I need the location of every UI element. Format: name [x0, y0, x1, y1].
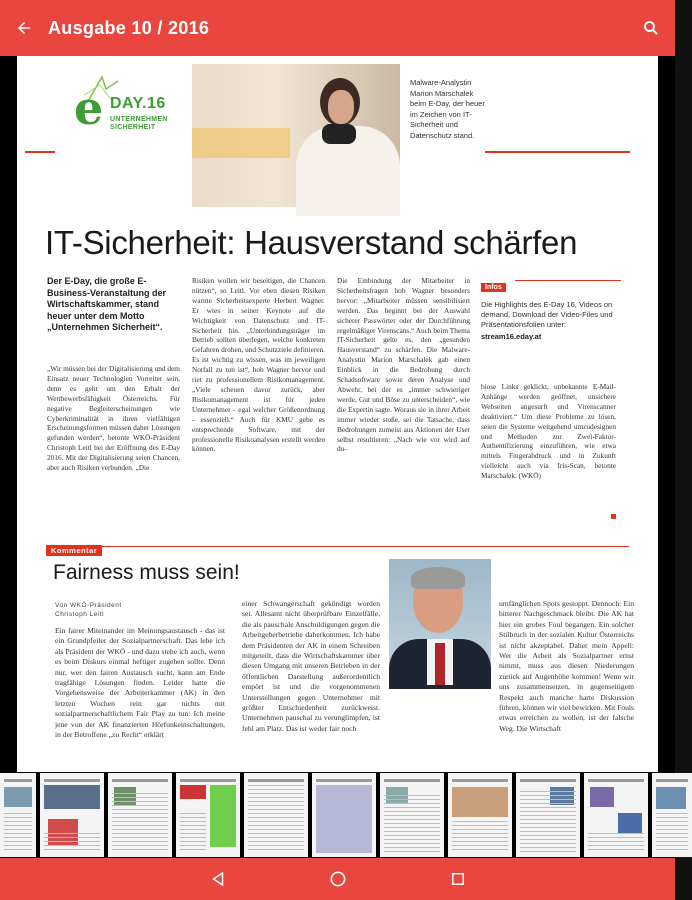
page-thumbnail[interactable] — [176, 773, 240, 857]
article-lead: Der E-Day, die große E-Business-Veranstaltung der Wirtschaftskammer, stand heuer unter dem Motto „Unternehmen Sicherheit“. — [47, 276, 167, 332]
kommentar-column-1: Ein fairer Miteinander im Meinungsaustausch - das ist ein Grundpfeiler der Sozialpartnerschaft. Das lebe ich als Präsident der WKÖ - und dazu stehe ich auch, wenn es beim Diskurs einmal heftiger zugehen sollte. Denn nur, wer den fairen Austausch sucht, kann am Ende tragfähige Lösungen finden. Leider hatte die Vorgehensweise der Arbeiterkammer (AK) in den letzten Wochen rein gar nichts mit sozialpartnerschaftlichem Fair Play zu tun: Ich meine jene von der AK finanzierten Hörfunkeinschaltungen, in der Betroffene „zu Recht“ erklärt — [55, 626, 225, 740]
logo-day: DAY.16 — [110, 95, 166, 112]
nav-recents-icon — [449, 870, 467, 888]
info-tag: Infos — [481, 283, 506, 292]
page-thumbnail[interactable] — [380, 773, 444, 857]
issue-title: Ausgabe 10 / 2016 — [48, 17, 210, 38]
logo-e: e — [74, 81, 104, 135]
nav-back-button[interactable] — [203, 864, 233, 894]
article-column-1: „Wir müssen bei der Digitalisierung und dem Einsatz neuer Technologien Vorreiter sein, denn es geht um den Erhalt der Wettbewerbsfähigkeit Österreichs. Für negative Begleiterscheinungen wie Cyberkriminalität in ihren vielfältigen Erscheinungsformen müssen daher Lösungen gefunden werden“, betonte WKÖ-Präsident Christoph Leitl bei der Eröffnung des E-Day 2016. Mit der Digitalisierung seien Chancen, aber auch Risiken verbunden. „Die — [47, 364, 180, 473]
article-column-4: biose Links geklickt, unbekannte E-Mail-Anhänge werden geöffnet, unsichere Webseiten angesurft und Virenscanner deaktiviert.“ Um diese Probleme zu lösen, seien die Systeme weitgehend umzudesignen und Methoden zur Zwei-Faktor-Authentifizierung einzuführen, wie etwa mittels Fingerabdruck und in Zukunft vielleicht auch via Iris-Scan, betonte Marschalek. (WKÖ) — [481, 382, 616, 481]
divider — [25, 151, 55, 153]
page-thumbnail[interactable] — [0, 773, 36, 857]
article-column-2: Risiken wollen wir beseitigen, die Chancen nützen“, so Leitl. Vor eben diesen Risiken warnte Sicherheitsexperte Herbert Wagner. Er wies in seiner Keynote auf die Wichtigkeit von Datenschutz und IT-Sicherheit hin. „Unterbindungsträger im Betrieb sollten überlegen, welche konkreten Gefahren drohen, und Schutzziele definieren. Es ist wichtig zu wissen, was im jeweiligen Notfall zu tun ist“, hob Wagner hervor und riet zu professionellem Risikomanagement. „Viele scheuen davor zurück, aber Risikomanagement ist für jeden Unternehmer - egal welcher Größenordnung - essenziell.“ Auch für KMU gebe es entsprechende Software, mit der professionelle Risikoanalysen erstellt werden können. — [192, 276, 325, 454]
nav-home-button[interactable] — [323, 864, 353, 894]
photo-caption: Malware-Analystin Marion Marschalek beim E-Day, der heuer im Zeichen von IT-Sicherheit und Datenschutz stand. — [410, 78, 485, 140]
author-portrait — [389, 559, 491, 685]
kommentar-tag: Kommentar — [46, 545, 102, 556]
kommentar-column-3-top: umfänglichen Spots gestoppt. Dennoch: Ein bitterer Nachgeschmack bleibt. Die AK hat hier ein grobes Foul begangen. Ein solcher Stilbruch in der sozialen Kultur Österreichs ist nicht akzeptabel. Daher mein Appell: Wer die Arbeit als Sozialpartner ernst nimmt, muss aus diesen Niederungen zurück auf Augenhöhe kommen! Wenn wir uns zusammensetzen, in gegenseitigem Respekt auch manche harte Diskussion führen, können wir viel bewirken. Mit Fouls etwas erreichen zu wollen, ist der falsche Weg. Die Wirtschaft — [499, 599, 634, 733]
back-button[interactable] — [0, 0, 48, 56]
page-viewer[interactable] — [0, 56, 675, 772]
page-thumbnail[interactable] — [652, 773, 692, 857]
eday-logo — [72, 81, 182, 161]
arrow-left-icon — [15, 19, 33, 37]
info-text: Die Highlights des E-Day 16, Videos on demand, Download der Video-Files und Präsentationsfolien unter: — [481, 300, 613, 329]
article-headline: IT-Sicherheit: Hausverstand schärfen — [45, 224, 578, 261]
nav-back-icon — [209, 870, 227, 888]
page-thumbnail-strip[interactable] — [0, 772, 675, 858]
divider — [46, 546, 629, 547]
page-thumbnail[interactable] — [40, 773, 104, 857]
app-bar — [0, 0, 675, 56]
page-thumbnail[interactable] — [584, 773, 648, 857]
kommentar-section — [46, 540, 102, 558]
kommentar-byline: Von WKÖ-Präsident Christoph Leitl — [55, 602, 122, 618]
page-thumbnail[interactable] — [244, 773, 308, 857]
search-button[interactable] — [627, 0, 675, 56]
nav-recents-button[interactable] — [443, 864, 473, 894]
page-thumbnail[interactable] — [312, 773, 376, 857]
kommentar-column-2: einer Schwangerschaft gekündigt worden sei. Allesamt nicht überprüfbare Einzelfälle, die als pauschale Anschuldigungen gegen die Arbeitgeberbetriebe daherkommen. Ich habe dem Präsidenten der AK in einem Schreiben mitgeteilt, dass die Wirtschaftskammer über diesen Umgang mit unseren Betrieben in der öffentlichen Darstellung außerordentlich empört ist und die vorgenommenen Unterstellungen gegen Unternehmer mit größter Entschiedenheit zurückweist. Unternehmen pauschal zu verunglimpfen, ist fehl am Platz. Das ist weder fair noch — [242, 599, 380, 733]
page-thumbnail[interactable] — [516, 773, 580, 857]
logo-subtitle: UNTERNEHMEN SICHERHEIT — [110, 116, 168, 131]
info-link[interactable]: stream16.eday.at — [481, 332, 542, 341]
magazine-page[interactable] — [17, 56, 658, 772]
article-column-3: Die Einbindung der Mitarbeiter in Sicherheitsfragen hob Wagner besonders hervor: „Mitarbeiter müssen sensibilisiert werden. Das beginnt bei der Auswahl sicherer Passwörter oder der Durchführung regelmäßiger Virenscans.“ Auch beim Thema IT-Sicherheit gelte es, den „gesunden Hausverstand“ zu schärfen. Die Malware-Analystin Marion Marschalek gab einen Einblick in die Bedrohung durch Schadsoftware sowie deren Analyse und Abwehr, bei der es „immer schwieriger werde, Gut und Böse zu unterscheiden“, wie die Expertin sagte. Woraus sie in ihrer Arbeit immer wieder stoße, sei die Tatsache, dass Bedrohungen zumeist aus Aktionen der User selbst resultieren: „Nach wie vor wird auf du- — [337, 276, 470, 454]
end-mark — [611, 514, 616, 519]
page-thumbnail[interactable] — [108, 773, 172, 857]
speaker-photo — [192, 64, 400, 207]
system-nav-bar — [0, 858, 675, 900]
info-box — [481, 276, 621, 341]
nav-home-icon — [328, 869, 348, 889]
divider — [485, 151, 630, 153]
kommentar-title: Fairness muss sein! — [53, 561, 240, 584]
page-thumbnail[interactable] — [448, 773, 512, 857]
search-icon — [642, 19, 660, 37]
